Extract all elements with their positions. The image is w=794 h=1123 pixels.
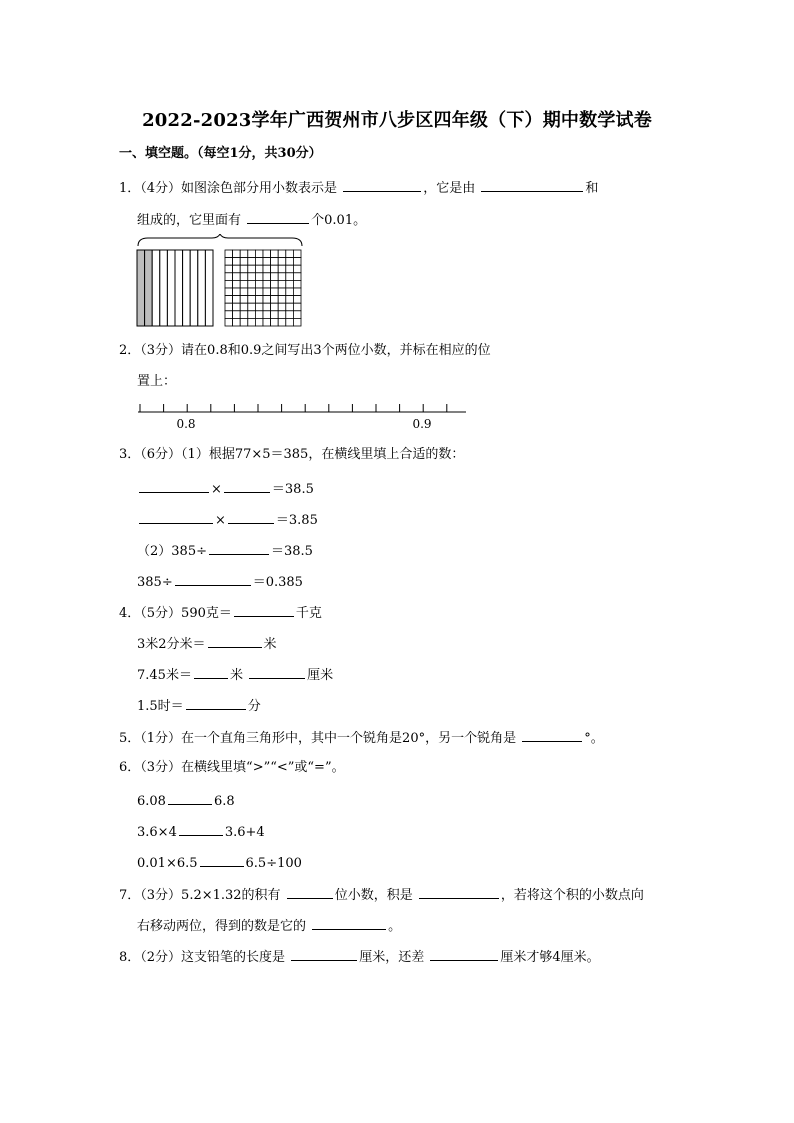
number-line-label-0.9: 0.9 <box>412 417 432 431</box>
tenth-strip <box>198 250 206 326</box>
hundredth-cell <box>286 280 294 288</box>
hundredth-cell <box>225 280 233 288</box>
hundredth-cell <box>233 311 241 319</box>
hundredth-cell <box>271 265 279 273</box>
hundredth-cell <box>255 250 263 258</box>
hundredth-cell <box>263 318 271 326</box>
hundredth-cell <box>271 296 279 304</box>
hundredth-cell <box>263 265 271 273</box>
answer-blank[interactable] <box>247 210 309 224</box>
hundredth-cell <box>278 280 286 288</box>
hundredth-cell <box>248 250 256 258</box>
hundredth-cell <box>263 280 271 288</box>
hundredth-cell <box>263 273 271 281</box>
hundredth-cell <box>240 250 248 258</box>
question-6-row-3: 0.01×6.5 6.5÷100 <box>137 853 302 872</box>
hundredth-cell <box>225 258 233 266</box>
question-4-row-1: 4．（5分）590克＝ 千克 <box>119 603 322 622</box>
hundredth-cell <box>248 265 256 273</box>
hundredth-cell <box>278 250 286 258</box>
question-7-line-1: 7．（3分）5.2×1.32的积有 位小数，积是 ，若将这个积的小数点向 <box>119 885 644 904</box>
number-line <box>136 398 468 432</box>
question-1-line-1: 1．（4分）如图涂色部分用小数表示是 ，它是由 和 <box>119 178 598 197</box>
hundredth-cell <box>278 265 286 273</box>
question-2-line-2: 置上： <box>137 374 177 389</box>
question-4-row-2: 3米2分米＝ 米 <box>137 634 277 653</box>
answer-blank[interactable] <box>194 665 228 679</box>
hundredth-cell <box>263 288 271 296</box>
hundredth-cell <box>278 288 286 296</box>
tenth-strip <box>167 250 175 326</box>
question-6-row-1: 6.08 6.8 <box>137 791 235 810</box>
hundredth-cell <box>271 311 279 319</box>
answer-blank[interactable] <box>186 696 246 710</box>
hundredth-cell <box>248 288 256 296</box>
hundredth-cell <box>293 280 301 288</box>
hundredth-cell <box>293 265 301 273</box>
tenth-strip <box>190 250 198 326</box>
hundredth-cell <box>255 288 263 296</box>
tenth-strip <box>175 250 183 326</box>
hundredth-cell <box>240 273 248 281</box>
hundredth-cell <box>255 258 263 266</box>
hundredth-cell <box>248 318 256 326</box>
hundredth-cell <box>263 258 271 266</box>
hundredth-cell <box>255 273 263 281</box>
tenths-rectangle <box>137 250 213 326</box>
answer-blank[interactable] <box>175 572 251 586</box>
hundredth-cell <box>286 265 294 273</box>
hundredth-cell <box>240 311 248 319</box>
tenth-strip <box>160 250 168 326</box>
answer-blank[interactable] <box>139 479 209 493</box>
answer-blank[interactable] <box>224 479 270 493</box>
hundredth-cell <box>278 318 286 326</box>
hundredth-cell <box>293 318 301 326</box>
answer-blank[interactable] <box>481 178 583 192</box>
hundredth-cell <box>233 258 241 266</box>
hundredth-cell <box>286 303 294 311</box>
question-5: 5．（1分）在一个直角三角形中，其中一个锐角是20°，另一个锐角是 °。 <box>119 728 604 747</box>
hundredth-cell <box>233 303 241 311</box>
hundredth-cell <box>271 303 279 311</box>
hundredth-cell <box>271 273 279 281</box>
hundredth-cell <box>263 250 271 258</box>
hundredth-cell <box>286 250 294 258</box>
hundredth-cell <box>263 303 271 311</box>
hundredth-cell <box>248 296 256 304</box>
answer-blank[interactable] <box>522 728 582 742</box>
question-1-line-2: 组成的，它里面有 个0.01。 <box>137 210 366 229</box>
question-3-row-1: × ＝38.5 <box>137 479 314 498</box>
hundredth-cell <box>255 296 263 304</box>
answer-blank[interactable] <box>430 947 498 961</box>
hundredth-cell <box>271 250 279 258</box>
page-title: 2022-2023学年广西贺州市八步区四年级（下）期中数学试卷 <box>142 110 652 131</box>
question-3-heading: 3．（6分）（1）根据77×5＝385，在横线里填上合适的数： <box>119 447 465 462</box>
hundredth-cell <box>240 296 248 304</box>
question-3-row-2: × ＝3.85 <box>137 510 318 529</box>
hundredth-cell <box>240 280 248 288</box>
hundredth-cell <box>293 273 301 281</box>
question-3-row-3: （2）385÷ ＝38.5 <box>137 541 313 560</box>
tenth-strip <box>183 250 191 326</box>
hundredth-cell <box>263 296 271 304</box>
hundredth-cell <box>293 311 301 319</box>
hundredth-cell <box>271 280 279 288</box>
hundredth-cell <box>225 296 233 304</box>
number-line-label-0.8: 0.8 <box>176 417 196 431</box>
shaded-tenth-strip <box>145 250 153 326</box>
hundredth-cell <box>271 318 279 326</box>
brace-shape <box>138 234 302 246</box>
question-4-row-4: 1.5时＝ 分 <box>137 696 261 715</box>
hundredth-cell <box>293 250 301 258</box>
hundredth-cell <box>248 273 256 281</box>
hundredth-cell <box>286 296 294 304</box>
hundredth-cell <box>240 303 248 311</box>
section-heading-fill-blank: 一、填空题。（每空1分，共30分） <box>119 146 322 161</box>
hundredth-cell <box>278 296 286 304</box>
hundredth-cell <box>278 273 286 281</box>
hundredth-cell <box>293 303 301 311</box>
hundredth-cell <box>233 280 241 288</box>
answer-blank[interactable] <box>209 541 269 555</box>
hundredth-cell <box>240 318 248 326</box>
hundredth-cell <box>278 311 286 319</box>
hundredth-cell <box>248 311 256 319</box>
hundredth-cell <box>293 296 301 304</box>
hundredth-cell <box>255 311 263 319</box>
question-6-heading: 6．（3分）在横线里填“>”“<”或“=”。 <box>119 760 345 775</box>
hundredth-cell <box>248 280 256 288</box>
hundredth-cell <box>240 265 248 273</box>
tenth-strip <box>152 250 160 326</box>
answer-blank[interactable] <box>228 510 274 524</box>
hundredth-cell <box>225 311 233 319</box>
hundredth-cell <box>286 258 294 266</box>
hundredth-cell <box>293 288 301 296</box>
hundredth-cell <box>233 250 241 258</box>
hundredths-grid <box>225 250 301 326</box>
question-7-line-2: 右移动两位，得到的数是它的 。 <box>137 916 401 935</box>
answer-blank[interactable] <box>168 791 212 805</box>
hundredth-cell <box>233 273 241 281</box>
answer-blank[interactable] <box>200 853 244 867</box>
hundredth-cell <box>240 258 248 266</box>
hundredth-cell <box>225 250 233 258</box>
hundredth-cell <box>263 311 271 319</box>
hundredth-cell <box>255 280 263 288</box>
question-4-row-3: 7.45米＝ 米 厘米 <box>137 665 333 684</box>
answer-blank[interactable] <box>249 665 305 679</box>
answer-blank[interactable] <box>312 916 386 930</box>
question-2-line-1: 2．（3分）请在0.8和0.9之间写出3个两位小数，并标在相应的位 <box>119 343 491 358</box>
hundredth-cell <box>225 273 233 281</box>
hundredth-cell <box>225 318 233 326</box>
hundredth-cell <box>278 258 286 266</box>
question-3-row-4: 385÷ ＝0.385 <box>137 572 303 591</box>
hundredth-cell <box>278 303 286 311</box>
question-6-row-2: 3.6×4 3.6+4 <box>137 822 265 841</box>
hundredth-cell <box>225 303 233 311</box>
hundredth-cell <box>233 265 241 273</box>
hundredth-cell <box>255 318 263 326</box>
hundredth-cell <box>225 288 233 296</box>
hundredth-cell <box>233 296 241 304</box>
hundredth-cell <box>255 265 263 273</box>
number-line-ticks <box>140 404 447 412</box>
hundredth-cell <box>248 258 256 266</box>
question-8: 8．（2分）这支铅笔的长度是 厘米，还差 厘米才够4厘米。 <box>119 947 600 966</box>
hundredth-cell <box>248 303 256 311</box>
hundredth-cell <box>225 265 233 273</box>
decimal-figure <box>136 234 306 332</box>
hundredth-cell <box>271 288 279 296</box>
hundredth-cell <box>286 273 294 281</box>
tenth-strip <box>205 250 213 326</box>
hundredth-cell <box>233 318 241 326</box>
answer-blank[interactable] <box>343 178 421 192</box>
hundredth-cell <box>255 303 263 311</box>
answer-blank[interactable] <box>291 947 357 961</box>
answer-blank[interactable] <box>179 822 223 836</box>
shaded-tenth-strip <box>137 250 145 326</box>
hundredth-cell <box>286 288 294 296</box>
answer-blank[interactable] <box>419 885 499 899</box>
hundredth-cell <box>233 288 241 296</box>
hundredth-cell <box>271 258 279 266</box>
hundredth-cell <box>240 288 248 296</box>
answer-blank[interactable] <box>208 634 262 648</box>
hundredth-cell <box>286 311 294 319</box>
answer-blank[interactable] <box>234 603 294 617</box>
hundredth-cell <box>286 318 294 326</box>
answer-blank[interactable] <box>287 885 333 899</box>
answer-blank[interactable] <box>139 510 213 524</box>
hundredth-cell <box>293 258 301 266</box>
